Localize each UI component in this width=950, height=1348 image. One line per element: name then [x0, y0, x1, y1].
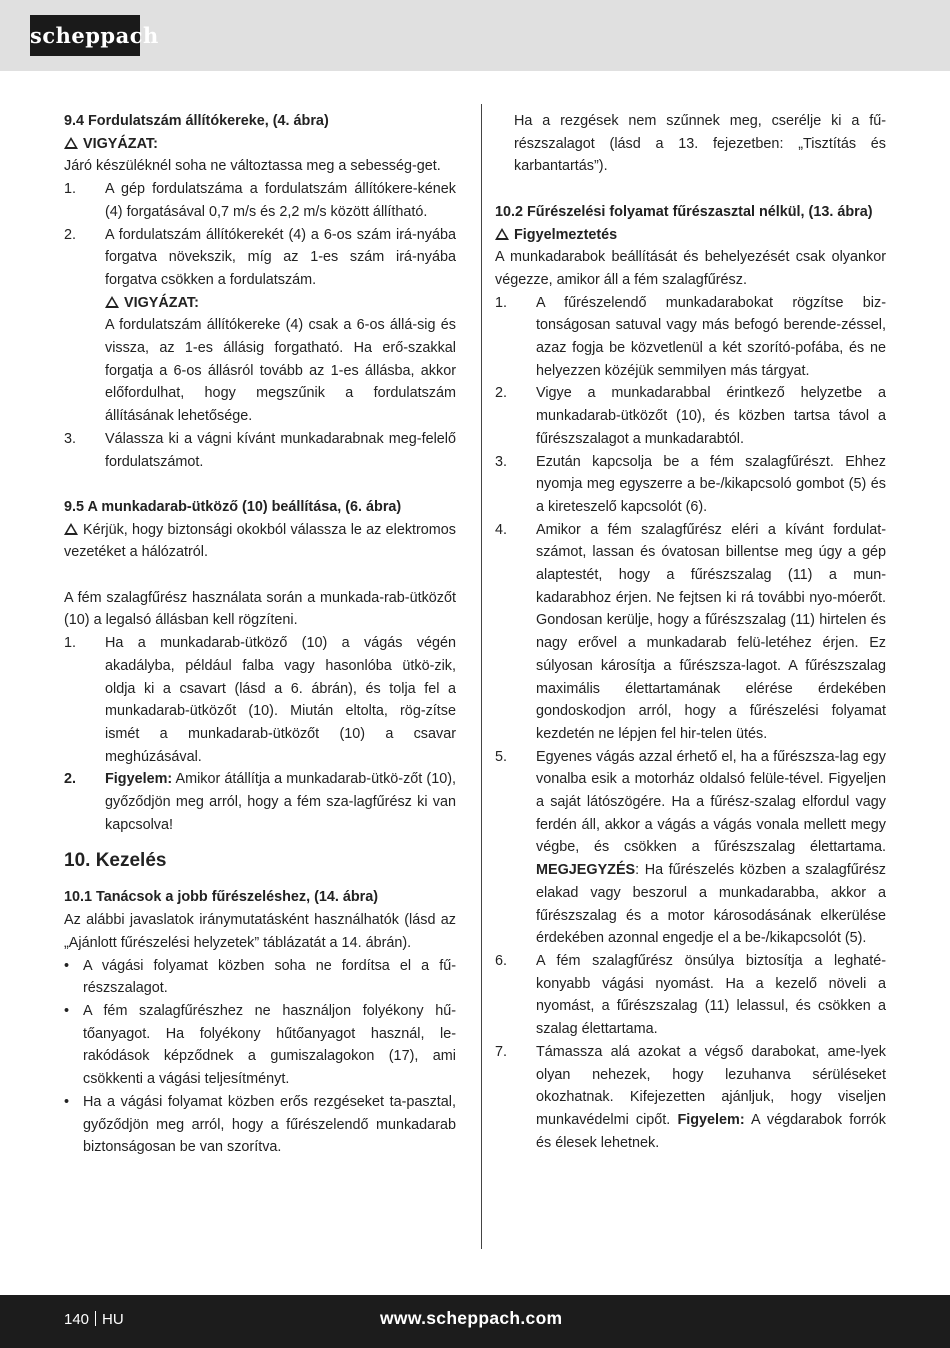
list-item: 2. Figyelem: Amikor átállítja a munkadarab-ütkö-zőt (10), győződjön meg arról, hogy a fém sza-lagfűrész ki van kapcsolva! [64, 771, 456, 833]
continuation-text: Ha a rezgések nem szűnnek meg, cserélje ki a fű-részszalagot (lásd a 13. fejezetben: „Tisztítás és karbantartás”). [514, 113, 886, 175]
header-bar [0, 0, 950, 71]
section-10-1-title: 10.1 Tanácsok a jobb fűrészeléshez, (14. ábra) [64, 889, 379, 906]
warning-heading: VIGYÁZAT: [64, 133, 456, 156]
bullet-item: • A fém szalagfűrészhez ne használjon folyékony hű-tőanyagot. Ha folyékony hűtőanyagot használ, le-rakódások képződnek a gumiszalagokon (17), ami csökkenti a vágási teljesítményt. [64, 1002, 456, 1088]
chapter-10-title: 10. Kezelés [64, 850, 167, 872]
footer-separator [95, 1311, 96, 1326]
section-9-5-title: 9.5 A munkadarab-ütköző (10) beállítása, (6. ábra) [64, 498, 402, 515]
list-item: 1. Ha a munkadarab-ütköző (10) a vágás végén akadályba, például falba vagy hasonlóba ütkö-zik, oldja ki a csavart (lásd a 6. ábrán), és tolja fel a munkadarab-ütközőt (10). Miután eltolta, rög-zítse ismét a munkadarab-ütközőt (10) a csavar meghúzásával. [64, 635, 456, 765]
footer-bar [0, 1295, 950, 1348]
right-column [495, 110, 886, 1154]
bullet-item: • A vágási folyamat közben soha ne fordítsa el a fű-részszalagot. [64, 957, 456, 997]
section-10-2-title: 10.2 Fűrészelési folyamat fűrészasztal nélkül, (13. ábra) [495, 203, 873, 220]
list-item: 6. A fém szalagfűrész önsúlya biztosítja a leghaté-konyabb vágási nyomást. Ha a kezelő növeli a nyomást, a fűrészszalag (11) lelassul, és csökken a szalag élettartama. [495, 953, 886, 1038]
list-item: 4. Amikor a fém szalagfűrész eléri a kívánt fordulat-számot, lassan és óvatosan billentse meg úgy a gép alaptestét, hogy a fűrészszalag (11) a mun-kadarabhoz érjen. Ne fejtsen ki rá további nyo-móerőt. Gondosan kerülje, hogy a fűrészszalag (11) hirtelen és nagy erővel a munkadarab felü-letéhez érjen. Ez súlyosan károsítja a fűrészsza-lagot. A fűrészszalag maximális élettartamának elérése érdekében gondoskodjon arról, hogy a fűrészelési folyamat kezdetén ne lépjen fel hir-telen ütés. [495, 521, 886, 742]
warning-text: Kérjük, hogy biztonsági okokból válassza le az elektromos vezetéket a hálózatról. [64, 521, 456, 561]
list-item: 2. A fordulatszám állítókerekét (4) a 6-os szám irá-nyába forgatva növekszik, míg az 1-es szám irá-nyába forgatva csökken a fordulatszám. [64, 226, 456, 288]
warning-triangle-icon [64, 137, 78, 149]
page-number: 140 HU [64, 1311, 124, 1328]
warning-triangle-icon [64, 523, 78, 535]
list-item: 3. Válassza ki a vágni kívánt munkadarabnak meg-felelő fordulatszámot. [64, 430, 456, 470]
left-column [64, 110, 456, 1159]
list-item: 3. Ezután kapcsolja be a fém szalagfűrészt. Ehhez nyomja meg egyszerre a be-/kikapcsoló gombot (5) és a kireteszelő kapcsolót (6). [495, 453, 886, 515]
inner-warning-text: A fordulatszám állítókereke (4) csak a 6-os állá-sig és vissza, az 1-es állásig forgatható. Ha erő-szakkal forgatja a 6-os állásról tovább az 1-es állásba, akkor előfordulhat, hogy megszűnik a fordulatszám állításának lehetősége. [105, 317, 456, 425]
website-url: www.scheppach.com [380, 1308, 563, 1328]
bullet-item: • Ha a vágási folyamat közben erős rezgéseket ta-pasztal, győződjön meg arról, hogy a fűrészelendő munkadarab biztonságosan be van szorítva. [64, 1093, 456, 1156]
column-divider [481, 104, 482, 1249]
warning-text: Járó készüléknél soha ne változtassa meg a sebesség-get. [64, 158, 441, 175]
list-item: 7. Támassza alá azokat a végső darabokat, ame-lyek olyan nehezek, hogy lezuhanva sérüléseket okozhatnak. Kifejezetten ajánljuk, hogy viseljen munkavédelmi cipőt. Figyelem: A végdarabok forrók és élesek lehetnek. [495, 1043, 886, 1151]
warning-heading: Figyelmeztetés [495, 224, 886, 247]
inner-warning-heading: VIGYÁZAT: [64, 292, 456, 315]
paragraph: A fém szalagfűrész használata során a munkada-rab-ütközőt (10) a legalsó állásban kell rögzíteni. [64, 589, 456, 629]
section-9-4-title: 9.4 Fordulatszám állítókereke, (4. ábra) [64, 113, 329, 129]
list-item: 2. Vigye a munkadarabbal érintkező helyzetbe a munkadarab-ütközőt (10), és közben tartsa távol a fűrészszalagot a munkadarabtól. [495, 385, 886, 447]
warning-triangle-icon [105, 296, 119, 308]
list-item: 5. Egyenes vágás azzal érhető el, ha a fűrészsza-lag egy vonalba esik a motorház oldalsó felüle-tével. Figyeljen a saját látószögére. Ha a fűrész-szalag elfordul vagy ferdén áll, akkor a vágás a vágás vonala mellett megy végbe, és csökken a fűrészszalag élettartama. MEGJEGYZÉS: Ha fűrészelés közben a szalagfűrész elakad vagy beszorul a munkadarabba, akkor a fűrészszalag és a motor károsodásának elkerülése érdekében azonnal engedje el a be-/kikapcsolót (5). [495, 748, 886, 947]
language-code: HU [102, 1311, 124, 1328]
brand-logo: scheppach [30, 15, 140, 56]
warning-text: A munkadarabok beállítását és behelyezését csak olyankor végezze, amikor áll a fém szalagfűrész. [495, 249, 886, 288]
paragraph: Az alábbi javaslatok iránymutatásként használhatók (lásd az „Ajánlott fűrészelési helyzetek” táblázatát a 14. ábrán). [64, 912, 456, 951]
list-item: 1. A fűrészelendő munkadarabokat rögzítse biz-tonságosan satuval vagy más befogó berende-zéssel, azaz fogja be közvetlenül a két szorító-pofába, és ne helyezzen közéjük semmilyen más tárgyat. [495, 294, 886, 379]
list-item: 1. A gép fordulatszáma a fordulatszám állítókere-kének (4) forgatásával 0,7 m/s és 2,2 m/s között állítható. [64, 181, 456, 220]
warning-triangle-icon [495, 228, 509, 240]
